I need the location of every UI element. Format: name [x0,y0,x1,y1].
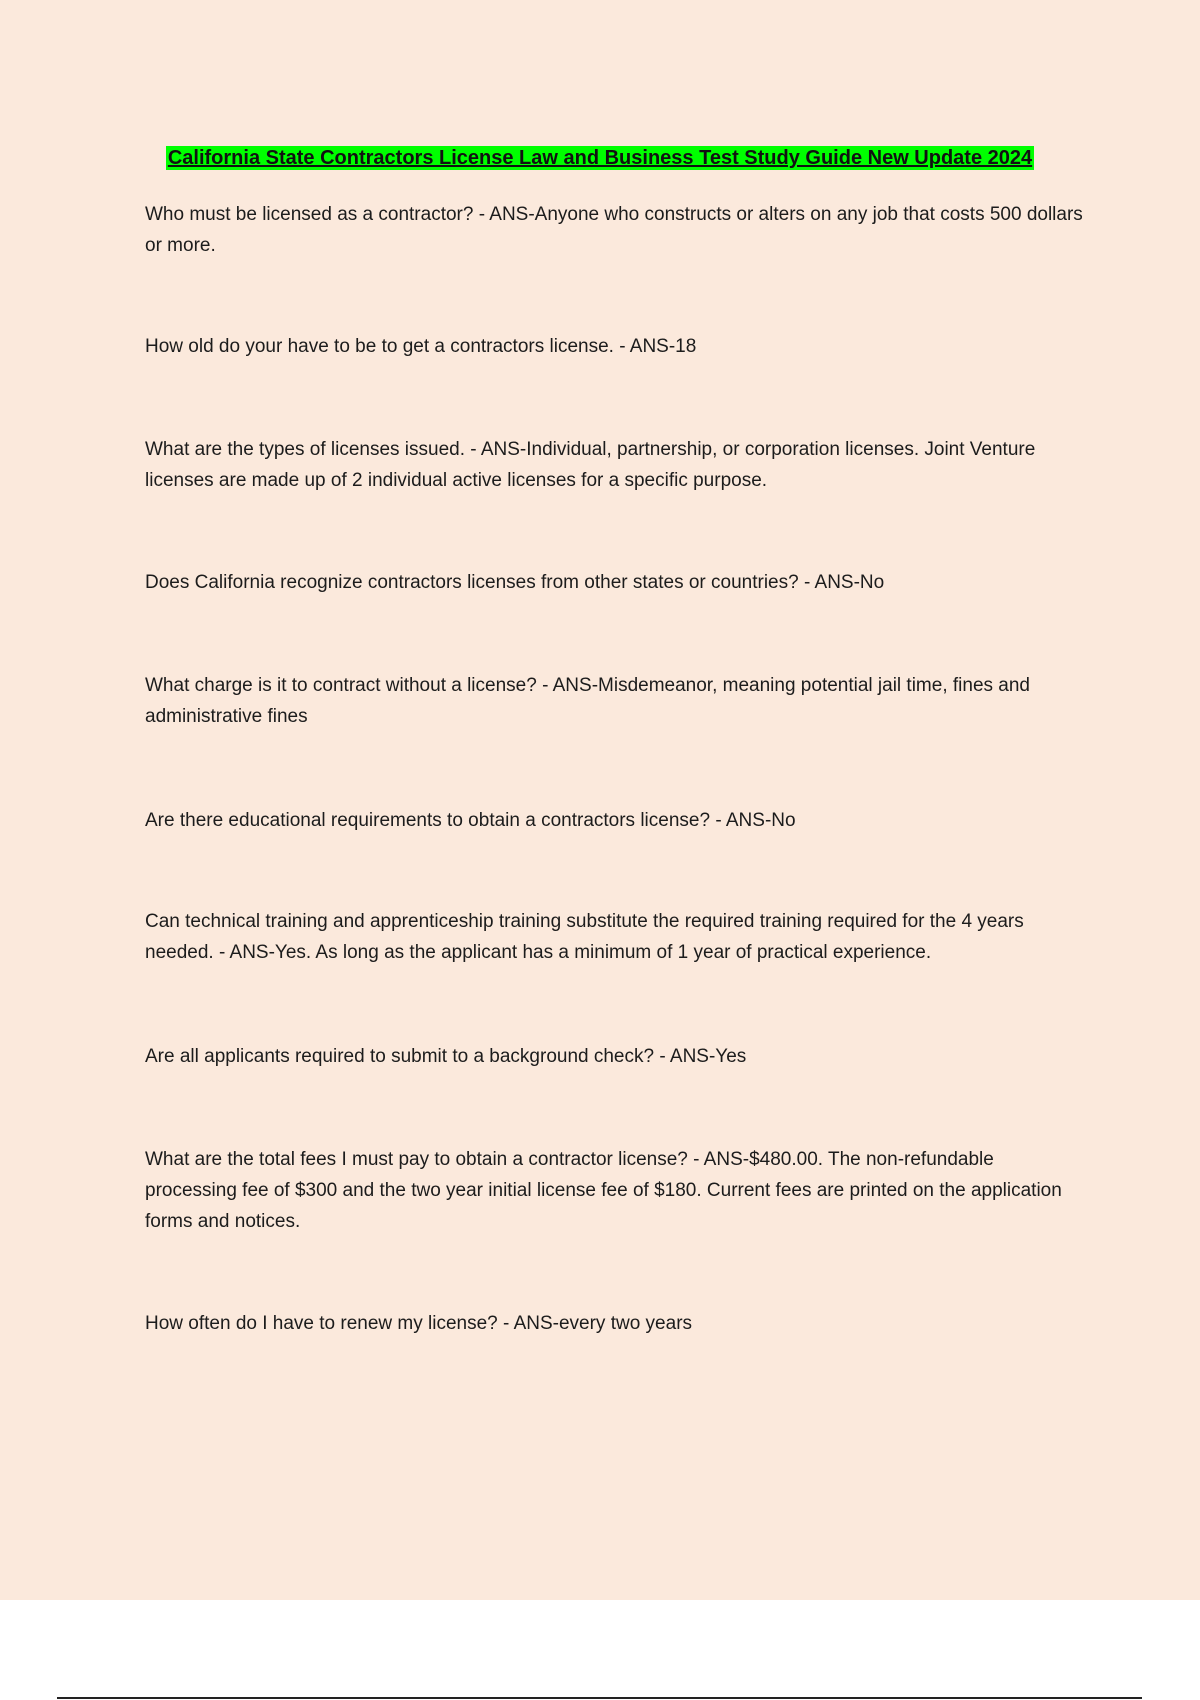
qa-item: Are there educational requirements to obtain a contractors license? - ANS-No [145,810,796,831]
qa-item: What charge is it to contract without a license? - ANS-Misdemeanor, meaning potential jail time, fines and administrative fines [145,675,1030,727]
qa-item: Does California recognize contractors licenses from other states or countries? - ANS-No [145,572,885,593]
qa-item: Can technical training and apprenticeship training substitute the required training required for the 4 years needed. - ANS-Yes. As long as the applicant has a minimum of 1 year of practical experience. [145,911,1024,963]
qa-item: Who must be licensed as a contractor? - ANS-Anyone who constructs or alters on any job that costs 500 dollars or more. [145,204,1083,256]
qa-item: What are the total fees I must pay to obtain a contractor license? - ANS-$480.00. The non-refundable processing fee of $300 and the two year initial license fee of $180. Current fees are printed on the application forms and notices. [145,1149,1062,1232]
footer-divider [57,1697,1142,1699]
qa-item: What are the types of licenses issued. - ANS-Individual, partnership, or corporation licenses. Joint Venture licenses are made up of 2 individual active licenses for a specific purpose. [145,439,1036,491]
qa-item: How old do your have to be to get a contractors license. - ANS-18 [145,336,697,357]
qa-item: How often do I have to renew my license? - ANS-every two years [145,1313,693,1334]
qa-item: Are all applicants required to submit to a background check? - ANS-Yes [145,1046,747,1067]
title-container [0,146,1200,170]
document-title: California State Contractors License Law and Business Test Study Guide New Update 2024 [167,147,1033,169]
